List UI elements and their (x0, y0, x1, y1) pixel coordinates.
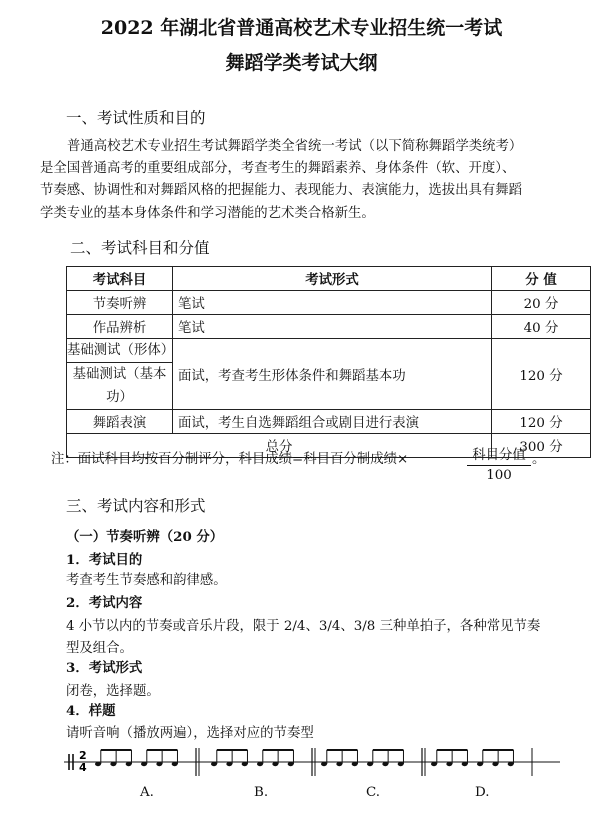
table-cell-line: 基础测试（基本功） (72, 367, 167, 405)
time-signature-bottom: 4 (79, 761, 87, 774)
note-head (226, 762, 232, 766)
table-header: 考试形式 (173, 267, 492, 291)
table-cell: 120 分 (492, 339, 591, 410)
note-head (95, 762, 101, 766)
table-cell: 节奏听辨 (67, 291, 173, 315)
score-table (66, 266, 591, 458)
paragraph-line: 学类专业的基本身体条件和学习潜能的艺术类合格新生。 (40, 205, 375, 221)
table-cell: 120 分 (492, 410, 591, 434)
section1-paragraph (40, 136, 580, 225)
note-head (242, 762, 248, 766)
table-cell: 作品辨析 (67, 315, 173, 339)
rhythm-notation (62, 742, 562, 782)
table-row (67, 339, 591, 410)
paragraph-line: 节奏感、协调性和对舞蹈风格的把握能力、表现能力、表演能力，选拔出具有舞蹈 (40, 183, 523, 199)
item-text: 请听音响（播放两遍），选择对应的节奏型 (66, 726, 314, 741)
table-row (67, 315, 591, 339)
table-cell: 40 分 (492, 315, 591, 339)
table-header: 分 值 (492, 267, 591, 291)
document-title-line1: 2022 年湖北省普通高校艺术专业招生统一考试 (100, 17, 503, 39)
note-head (398, 762, 404, 766)
scoring-note-end: 。 (532, 452, 546, 467)
item-text: 型及组合。 (66, 641, 133, 656)
item-title: 3．考试形式 (66, 660, 143, 676)
section2-heading: 二、考试科目和分值 (70, 239, 210, 257)
table-total-label: 总分 (67, 434, 492, 458)
note-head (492, 762, 498, 766)
table-total-score: 300 分 (492, 434, 591, 458)
item-title: 1．考试目的 (66, 552, 143, 568)
table-cell: 舞蹈表演 (67, 410, 173, 434)
scoring-fraction (467, 444, 531, 483)
section1-heading: 一、考试性质和目的 (66, 109, 206, 127)
note-head (446, 762, 452, 766)
paragraph-line: 普通高校艺术专业招生考试舞蹈学类全省统一考试（以下简称舞蹈学类统考） (67, 139, 523, 154)
table-cell: 20 分 (492, 291, 591, 315)
note-head (462, 762, 468, 766)
table-cell (67, 339, 173, 410)
table-header-row (67, 267, 591, 291)
note-head (431, 762, 437, 766)
note-head (257, 762, 263, 766)
item-title: 2．考试内容 (66, 595, 143, 611)
option-b: B. (254, 785, 269, 800)
item-text: 闭卷，选择题。 (66, 684, 160, 699)
fraction-numerator: 科目分值 (467, 444, 531, 466)
note-head (156, 762, 162, 766)
table-cell: 笔试 (173, 315, 492, 339)
table-cell: 面试，考查考生形体条件和舞蹈基本功 (173, 339, 492, 410)
note-head (141, 762, 147, 766)
note-head (172, 762, 178, 766)
note-head (382, 762, 388, 766)
table-cell: 面试，考生自选舞蹈组合或剧目进行表演 (173, 410, 492, 434)
option-c: C. (366, 785, 381, 800)
paragraph-line: 是全国普通高考的重要组成部分，考查考生的舞蹈素养、身体条件（软、开度）、 (40, 161, 516, 177)
note-head (367, 762, 373, 766)
scoring-note: 注：面试科目均按百分制评分，科目成绩=科目百分制成绩× (51, 452, 409, 467)
item-title: 4．样题 (66, 703, 116, 719)
document-title-line2: 舞蹈学类考试大纲 (225, 52, 378, 74)
item-text: 考查考生节奏感和韵律感。 (66, 573, 227, 588)
fraction-denominator: 100 (486, 468, 512, 483)
time-signature-top: 2 (79, 749, 87, 762)
note-head (126, 762, 132, 766)
table-row (67, 291, 591, 315)
item-text: 4 小节以内的节奏或音乐片段，限于 2/4、3/4、3/8 三种单拍子，各种常见节奏 (66, 619, 541, 634)
table-row (67, 410, 591, 434)
option-d: D. (475, 785, 490, 800)
note-head (352, 762, 358, 766)
note-head (288, 762, 294, 766)
note-head (211, 762, 217, 766)
option-a: A. (140, 785, 154, 800)
note-head (336, 762, 342, 766)
note-head (477, 762, 483, 766)
note-head (272, 762, 278, 766)
table-cell: 笔试 (173, 291, 492, 315)
subsection-heading: （一）节奏听辨（20 分） (66, 529, 224, 545)
table-header: 考试科目 (67, 267, 173, 291)
table-cell-line: 基础测试（形体） (67, 339, 172, 363)
section3-heading: 三、考试内容和形式 (66, 497, 206, 515)
note-head (321, 762, 327, 766)
note-head (508, 762, 514, 766)
note-head (110, 762, 116, 766)
